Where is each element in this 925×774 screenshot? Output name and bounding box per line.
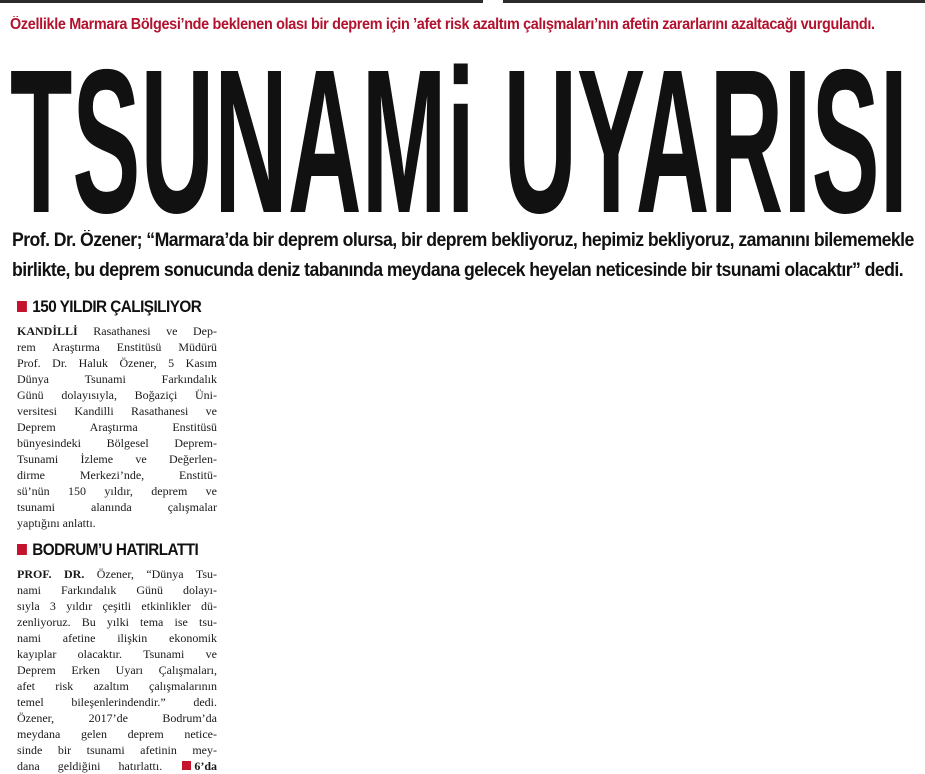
kicker-text: Özellikle Marmara Bölgesi’nde beklenen olası bir deprem için ’afet risk azaltım çalışmaları’nın afetin zararlarını azaltacağı vurgulandı. (10, 16, 875, 33)
body-line: yaptığını anlattı. (17, 516, 96, 530)
deck-line-1: Prof. Dr. Özener; “Marmara’da bir deprem olursa, bir deprem bekliyoruz, hepimiz bekliyoruz, zamanını bilememekle (12, 230, 914, 251)
deck-line-2: birlikte, bu deprem sonucunda deniz tabanında meydana gelecek heyelan neticesinde bir tsunami olacaktır” dedi. (12, 260, 904, 281)
body-line: dana geldiğini hatırlattı. 6’da (17, 759, 217, 773)
body-line: meydana gelen deprem netice- (17, 727, 217, 741)
deck (12, 226, 914, 286)
body-line: KANDİLLİ Rasathanesi ve Dep- (17, 324, 217, 338)
body-line: sü’nün 150 yıldır, deprem ve (17, 484, 217, 498)
body-line: zenliyoruz. Bu yılki tema ise tsu- (17, 615, 217, 629)
body-line: Günü dolayısıyla, Boğaziçi Üni- (17, 388, 217, 402)
body-line: rem Araştırma Enstitüsü Müdürü (17, 340, 217, 354)
body-line: Dünya Tsunami Farkındalık (17, 372, 217, 386)
body-line: bünyesindeki Bölgesel Deprem- (17, 436, 217, 450)
section-body (17, 323, 217, 531)
body-line: nami afetine ilişkin ekonomik (17, 631, 217, 645)
section-150-yildir (17, 296, 217, 531)
body-line: versitesi Kandilli Rasathanesi ve (17, 404, 217, 418)
body-line: Özener, 2017’de Bodrum’da (17, 711, 217, 725)
section-bodrum (17, 539, 217, 774)
body-line: afet risk azaltım çalışmalarının (17, 679, 217, 693)
body-line: Deprem Erken Uyarı Çalışmaları, (17, 663, 217, 677)
headline-text: TSUNAMi UYARISI (10, 34, 908, 220)
lead-word: PROF. DR. (17, 567, 85, 581)
body-line: kayıplar olacaktır. Tsunami ve (17, 647, 217, 661)
body-line: tsunami alanında çalışmalar (17, 500, 217, 514)
body-line: sıyla 3 yıldır çeşitli etkinlikler dü- (17, 599, 217, 613)
top-rule (0, 0, 925, 3)
body-line: sinde bir tsunami afetinin mey- (17, 743, 217, 757)
red-square-bullet-icon (182, 761, 191, 770)
section-body (17, 566, 217, 774)
red-square-bullet-icon (17, 544, 27, 555)
lead-word: KANDİLLİ (17, 324, 78, 338)
body-line: temel bileşenlerindendir.” dedi. (17, 695, 217, 709)
continued-page: 6’da (194, 759, 217, 773)
section-heading: BODRUM’U HATIRLATTI (17, 539, 197, 561)
body-line: Prof. Dr. Haluk Özener, 5 Kasım (17, 356, 217, 370)
body-line: nami Farkındalık Günü dolayı- (17, 583, 217, 597)
body-line: dirme Merkezi’nde, Enstitü- (17, 468, 217, 482)
headline (10, 34, 910, 220)
body-line: Deprem Araştırma Enstitüsü (17, 420, 217, 434)
body-line: PROF. DR. Özener, “Dünya Tsu- (17, 567, 217, 581)
red-square-bullet-icon (17, 301, 27, 312)
section-heading: 150 YILDIR ÇALIŞILIYOR (17, 296, 197, 318)
body-line: Tsunami İzleme ve Değerlen- (17, 452, 217, 466)
